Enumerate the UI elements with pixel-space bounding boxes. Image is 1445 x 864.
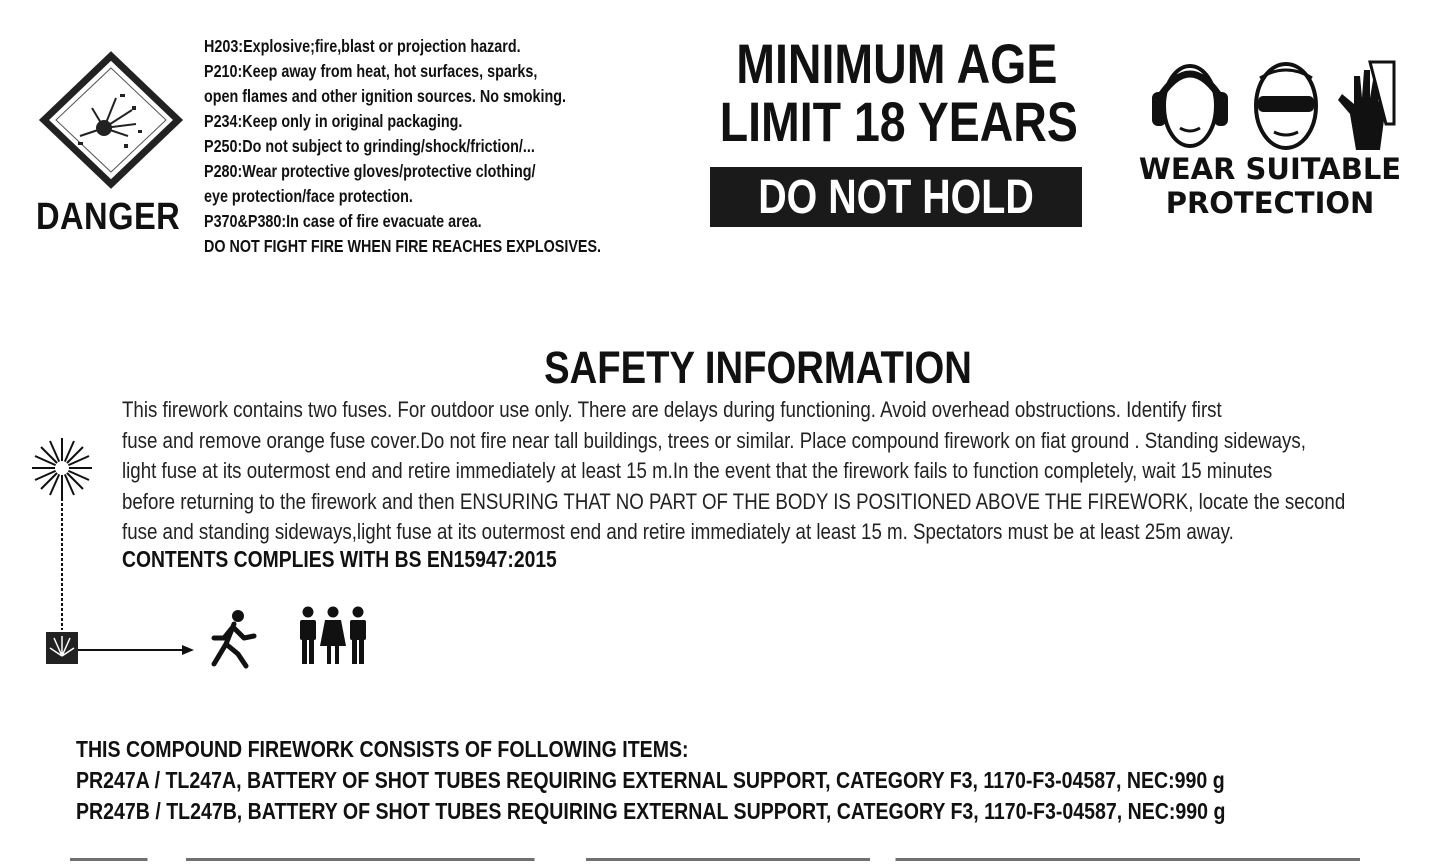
hazard-line: P210:Keep away from heat, hot surfaces, sparks, [204, 61, 538, 81]
bottom-edge-rule [70, 858, 1360, 861]
wear-suitable-heading: WEAR SUITABLE [1138, 152, 1402, 186]
contents-heading: THIS COMPOUND FIREWORK CONSISTS OF FOLLOWING ITEMS: [76, 736, 689, 762]
do-not-hold-banner [710, 167, 1082, 227]
hazard-line: P234:Keep only in original packaging. [204, 111, 463, 131]
minimum-age-heading: MINIMUM AGE [736, 32, 1058, 95]
instruction-line: fuse and remove orange fuse cover.Do not fire near tall buildings, trees or similar. Place compound firework on fiat ground . Standing sideways, [122, 427, 1306, 453]
protection-heading: PROTECTION [1165, 186, 1375, 220]
contents-item: PR247B / TL247B, BATTERY OF SHOT TUBES REQUIRING EXTERNAL SUPPORT, CATEGORY F3, 1170-F3-04587, NEC:990 g [76, 798, 1226, 824]
hazard-statements [204, 34, 601, 259]
compliance-statement: CONTENTS COMPLIES WITH BS EN15947:2015 [122, 546, 557, 572]
firework-box-icon [46, 632, 78, 664]
age-limit-heading: LIMIT 18 YEARS [719, 90, 1078, 153]
arrow-right-icon [78, 645, 194, 655]
hazard-line: P280:Wear protective gloves/protective clothing/ [204, 161, 536, 181]
instruction-line: fuse and standing sideways,light fuse at its outermost end and retire immediately at least 15 m. Spectators must be at least 25m away. [122, 519, 1234, 545]
ear-protection-icon [1152, 66, 1228, 146]
firing-diagram [28, 432, 378, 672]
hazard-line: DO NOT FIGHT FIRE WHEN FIRE REACHES EXPLOSIVES. [204, 236, 602, 256]
instruction-line: This firework contains two fuses. For outdoor use only. There are delays during functioning. Avoid overhead obstructions. Identify first [122, 397, 1222, 422]
hazard-line: P250:Do not subject to grinding/shock/friction/... [204, 136, 535, 156]
safety-title: SAFETY INFORMATION [544, 342, 972, 393]
instruction-line: light fuse at its outermost end and retire immediately at least 15 m.In the event that the firework fails to function completely, wait 15 minutes [122, 458, 1273, 484]
protection-icons [1148, 54, 1398, 154]
hazard-line: P370&P380:In case of fire evacuate area. [204, 211, 482, 231]
spectators-icon [300, 607, 366, 665]
do-not-hold-label: DO NOT HOLD [758, 170, 1034, 224]
walking-person-icon [214, 610, 254, 666]
instruction-line: before returning to the firework and then ENSURING THAT NO PART OF THE BODY IS POSITIONED ABOVE THE FIREWORK, locate the second [122, 488, 1346, 514]
hazard-line: eye protection/face protection. [204, 186, 413, 206]
eye-protection-icon [1256, 64, 1316, 148]
exploding-bomb-icon [36, 50, 186, 190]
gloves-icon [1338, 62, 1394, 150]
hazard-line: open flames and other ignition sources. No smoking. [204, 86, 566, 106]
contents-item: PR247A / TL247A, BATTERY OF SHOT TUBES REQUIRING EXTERNAL SUPPORT, CATEGORY F3, 1170-F3-04587, NEC:990 g [76, 767, 1225, 793]
contents-list [76, 734, 1225, 827]
hazard-line: H203:Explosive;fire,blast or projection hazard. [204, 36, 521, 56]
danger-signal-word: DANGER [36, 196, 181, 238]
